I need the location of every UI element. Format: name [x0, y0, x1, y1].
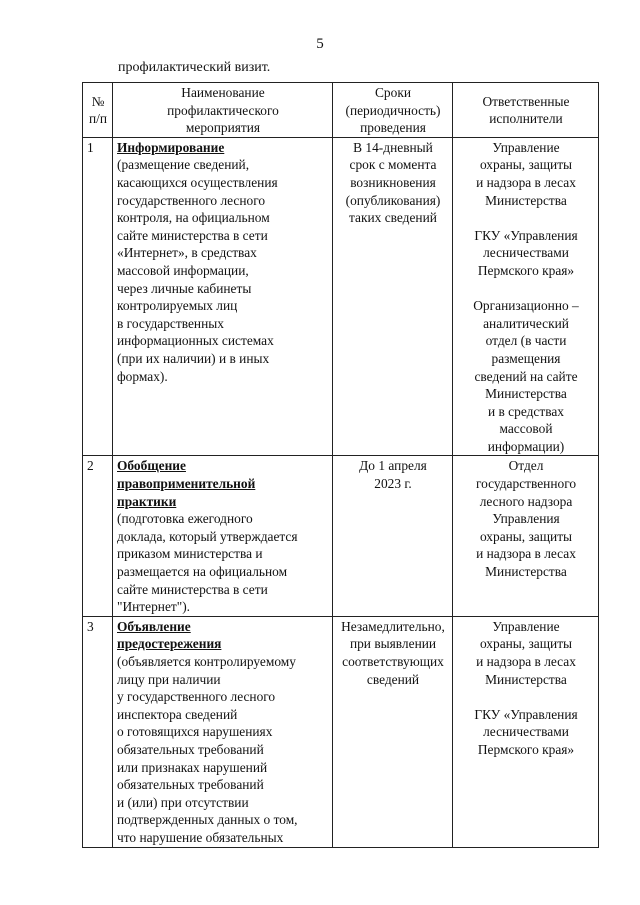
measure-title: практики: [117, 493, 177, 509]
terms-line: 2023 г.: [374, 476, 412, 492]
responsible-line: Министерства: [485, 192, 567, 208]
measure-title: Объявление: [117, 618, 191, 634]
header-line: (периодичность): [345, 102, 441, 118]
measure-text-line: размещается на официальном: [117, 564, 288, 580]
responsible-line: лесничествами: [483, 724, 569, 740]
measure-description: [113, 456, 333, 616]
measure-text-line: касающихся осуществления: [117, 174, 278, 190]
measure-text-line: через личные кабинеты: [117, 280, 252, 296]
measure-description: [113, 137, 333, 456]
terms-line: возникновения: [350, 174, 436, 190]
measure-text-line: у государственного лесного: [117, 689, 276, 705]
terms-line: при выявлении: [349, 636, 437, 652]
terms-line: таких сведений: [349, 210, 437, 226]
header-line: Сроки: [375, 85, 411, 100]
header-line: профилактического: [167, 102, 279, 118]
responsible-line: ГКУ «Управления: [474, 706, 578, 722]
header-name: [113, 83, 333, 138]
responsible-line: и в средствах: [488, 403, 564, 419]
responsible-line: охраны, защиты: [479, 636, 573, 652]
responsible-line: Министерства: [485, 671, 567, 687]
table-row: [83, 616, 599, 847]
measure-responsible: [453, 616, 599, 847]
header-line: мероприятия: [185, 120, 261, 136]
measure-title: Обобщение: [117, 458, 186, 474]
measure-text-line: информационных системах: [117, 333, 274, 349]
measure-text-line: или признаках нарушений: [117, 759, 268, 775]
terms-line: До 1 апреля: [359, 458, 427, 474]
responsible-line: Управления: [492, 511, 560, 527]
measure-title: Информирование: [117, 139, 225, 155]
measure-terms: [333, 456, 453, 616]
header-terms: [333, 83, 453, 138]
header-line: №: [91, 93, 105, 109]
responsible-line: и надзора в лесах: [476, 546, 576, 562]
responsible-line: и надзора в лесах: [476, 174, 576, 190]
responsible-line: охраны, защиты: [479, 528, 573, 544]
measure-text-line: приказом министерства и: [117, 546, 263, 562]
header-line: проведения: [360, 120, 426, 136]
measure-text-line: (объявляется контролируемому: [117, 654, 296, 669]
row-number: 3: [83, 616, 113, 847]
measure-text-line: массовой информации,: [117, 262, 249, 278]
header-responsible: [453, 83, 599, 138]
responsible-line: информации): [487, 438, 565, 454]
measure-terms: [333, 616, 453, 847]
measure-description: [113, 616, 333, 847]
header-line: Ответственные: [482, 93, 570, 109]
measure-text-line: обязательных требований: [117, 777, 264, 793]
measure-title: правоприменительной: [117, 476, 256, 492]
table-header-row: [83, 83, 599, 138]
measure-text-line: "Интернет").: [117, 599, 191, 615]
measure-text-line: формах).: [117, 368, 168, 384]
responsible-line: Министерства: [485, 564, 567, 580]
terms-line: В 14-дневный: [353, 139, 433, 155]
terms-line: срок с момента: [349, 157, 437, 173]
measure-text-line: инспектора сведений: [117, 706, 238, 722]
responsible-line: лесничествами: [483, 245, 569, 261]
terms-line: сведений: [366, 671, 420, 687]
measure-title: предостережения: [117, 636, 222, 652]
responsible-line: Министерства: [485, 386, 567, 402]
measure-text-line: контроля, на официальном: [117, 210, 270, 226]
prevention-measures-table: [82, 82, 599, 848]
measure-responsible: [453, 456, 599, 616]
measure-text-line: государственного лесного: [117, 192, 266, 208]
responsible-line: массовой: [499, 421, 553, 437]
responsible-line: Пермского края»: [477, 741, 575, 757]
table-row: [83, 456, 599, 616]
measure-text-line: (размещение сведений,: [117, 157, 250, 173]
responsible-line: аналитический: [483, 315, 569, 331]
measure-text-line: контролируемых лиц: [117, 298, 238, 314]
responsible-line: Управление: [492, 139, 560, 155]
measure-text-line: (подготовка ежегодного: [117, 511, 253, 527]
group-spacer: [457, 280, 595, 298]
measure-terms: [333, 137, 453, 456]
measure-text-line: обязательных требований: [117, 741, 264, 757]
table-row: [83, 137, 599, 456]
terms-line: соответствующих: [342, 654, 444, 669]
header-line: исполнители: [489, 111, 563, 127]
responsible-line: ГКУ «Управления: [474, 227, 578, 243]
measure-responsible: [453, 137, 599, 456]
measure-text-line: что нарушение обязательных: [117, 829, 284, 845]
measure-text-line: лицу при наличии: [117, 671, 221, 687]
responsible-line: Пермского края»: [477, 262, 575, 278]
terms-line: Незамедлительно,: [341, 618, 445, 634]
header-line: Наименование: [181, 85, 265, 100]
header-num: [83, 83, 113, 138]
responsible-line: государственного: [475, 476, 577, 492]
responsible-line: Отдел: [508, 458, 544, 474]
responsible-line: отдел (в части: [485, 333, 567, 349]
responsible-line: сведений на сайте: [474, 368, 578, 384]
responsible-line: лесного надзора: [479, 493, 573, 509]
group-spacer: [457, 688, 595, 706]
row-number: 1: [83, 137, 113, 456]
measure-text-line: о готовящихся нарушениях: [117, 724, 273, 740]
responsible-line: размещения: [491, 350, 561, 366]
terms-line: (опубликования): [345, 192, 441, 208]
responsible-line: охраны, защиты: [479, 157, 573, 173]
row-number: 2: [83, 456, 113, 616]
measure-text-line: (при их наличии) и в иных: [117, 350, 270, 366]
measure-text-line: сайте министерства в сети: [117, 227, 268, 243]
page-number: 5: [316, 36, 324, 52]
responsible-line: Организационно –: [473, 298, 579, 314]
measure-text-line: доклада, который утверждается: [117, 528, 298, 544]
responsible-line: и надзора в лесах: [476, 654, 576, 669]
intro-text: профилактический визит.: [118, 60, 271, 75]
measure-text-line: в государственных: [117, 315, 224, 331]
measure-text-line: «Интернет», в средствах: [117, 245, 257, 261]
header-line: п/п: [88, 111, 108, 127]
group-spacer: [457, 209, 595, 227]
measure-text-line: и (или) при отсутствии: [117, 794, 249, 810]
measure-text-line: подтвержденных данных о том,: [117, 812, 298, 828]
responsible-line: Управление: [492, 618, 560, 634]
measure-text-line: сайте министерства в сети: [117, 581, 268, 597]
